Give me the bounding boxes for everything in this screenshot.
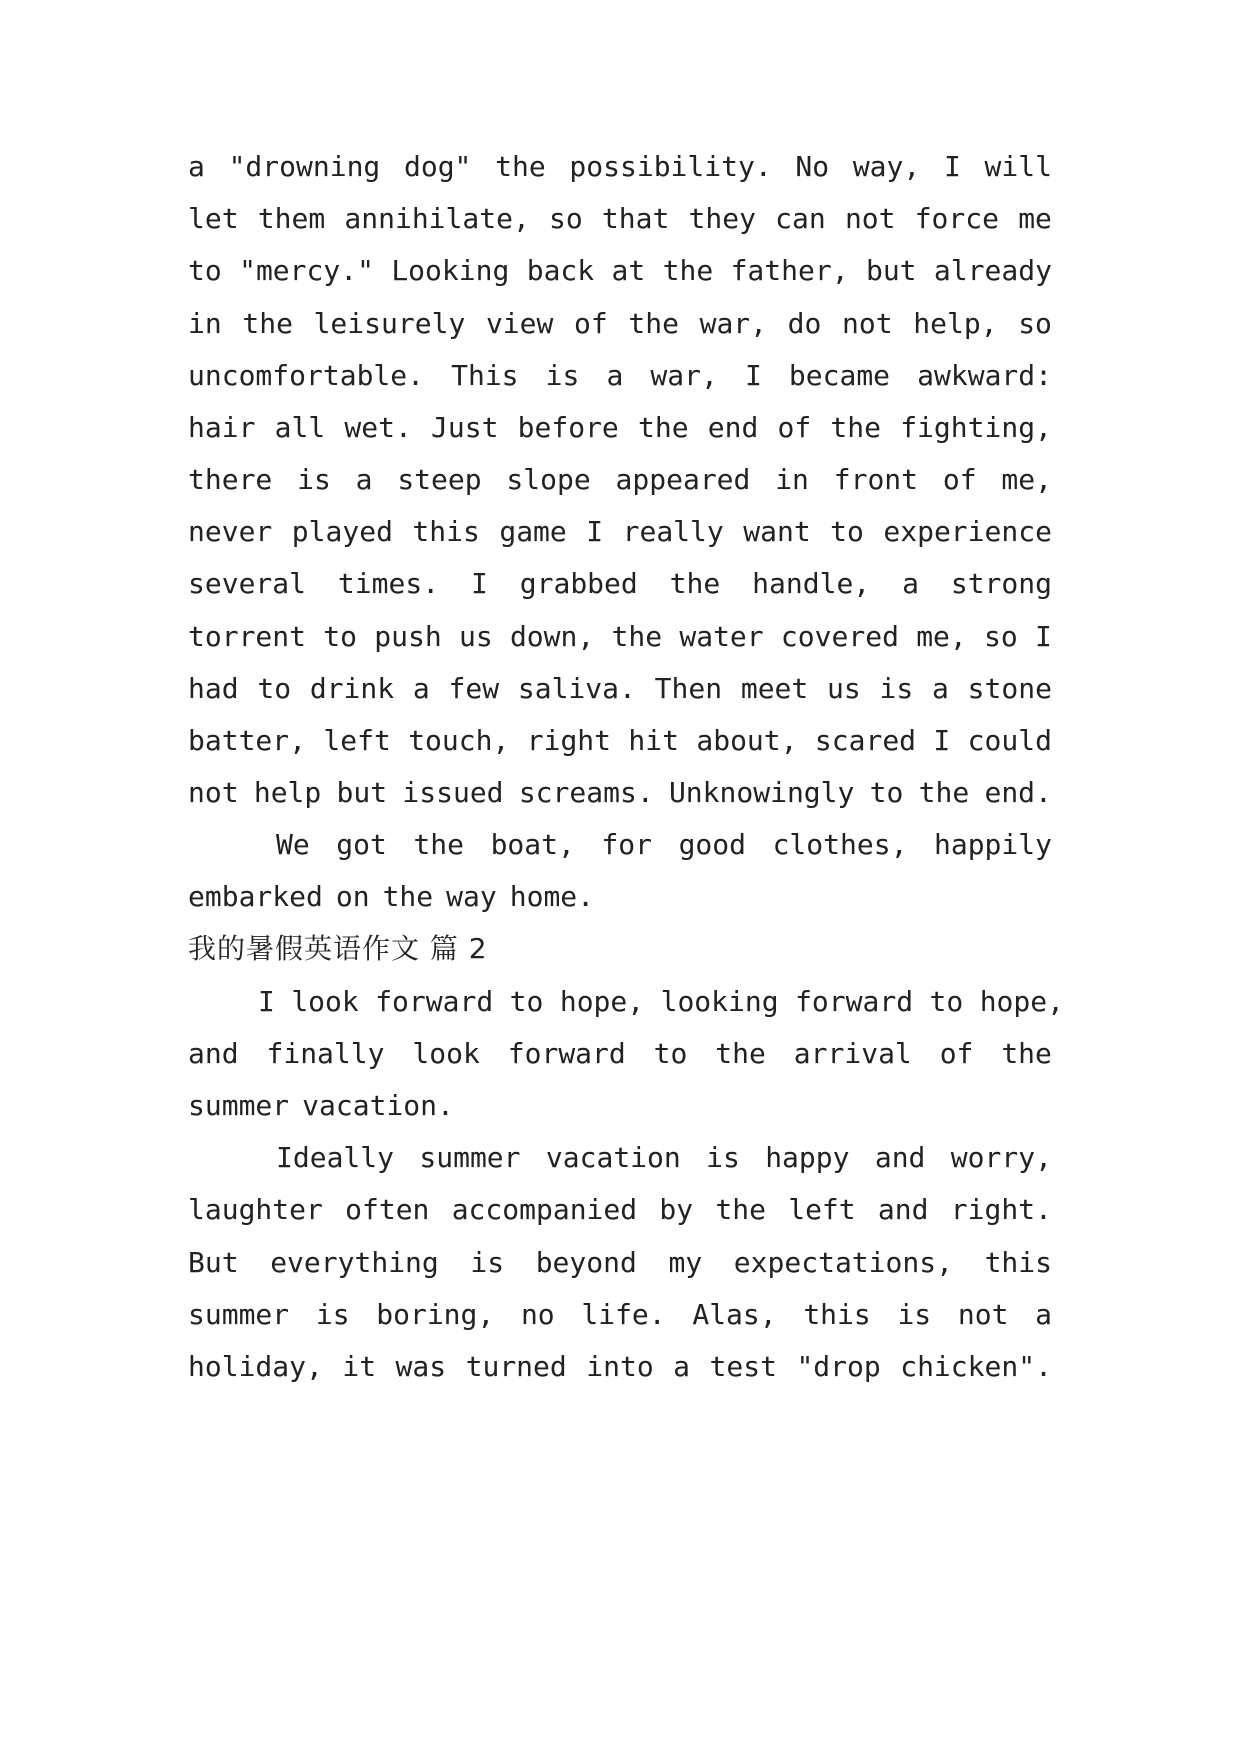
word: I: [943, 150, 961, 183]
word: But: [188, 1246, 239, 1279]
word: summer: [188, 1298, 290, 1331]
text-line: [276, 1138, 1052, 1178]
word: No: [795, 150, 830, 183]
word: vacation: [545, 1141, 681, 1174]
word: is: [706, 1141, 740, 1174]
word: slope: [506, 463, 591, 496]
word: hair: [188, 411, 256, 444]
word: back: [526, 254, 595, 287]
word: in: [188, 307, 222, 340]
word: help,: [913, 307, 998, 340]
word: expectations,: [733, 1246, 953, 1279]
word: this: [803, 1298, 871, 1331]
word: happily: [933, 828, 1052, 861]
word: dog": [403, 150, 472, 183]
word: to: [653, 1037, 688, 1070]
word: it: [342, 1350, 377, 1383]
word: Looking: [391, 254, 510, 287]
word: I: [258, 985, 275, 1018]
word: view: [485, 307, 554, 340]
word: clothes,: [772, 828, 908, 861]
word: to: [869, 776, 904, 809]
word: push: [374, 620, 442, 653]
word: is: [545, 359, 580, 392]
word: into: [586, 1350, 654, 1383]
word: on: [335, 880, 370, 913]
word: appeared: [615, 463, 751, 496]
word: accompanied: [451, 1193, 638, 1226]
word: us: [458, 620, 493, 653]
word: embarked: [188, 880, 323, 913]
word: meet: [740, 672, 809, 705]
word: awkward:: [917, 359, 1052, 392]
text-line: [188, 1034, 1052, 1074]
word: force: [914, 202, 999, 235]
word: in: [775, 463, 809, 496]
section-heading: 我的暑假英语作文 篇 2: [188, 932, 488, 965]
word: to: [509, 985, 544, 1018]
word: hit: [628, 724, 679, 757]
word: a: [902, 567, 919, 600]
word: me: [1018, 202, 1052, 235]
word: war,: [699, 307, 768, 340]
text-line: [188, 199, 1052, 239]
word: arrival: [793, 1037, 912, 1070]
word: worry,: [950, 1141, 1052, 1174]
word: holiday,: [188, 1350, 323, 1383]
word: annihilate,: [344, 202, 530, 235]
word: so: [549, 202, 583, 235]
text-line: [188, 408, 1052, 448]
word: a: [606, 359, 624, 392]
word: life.: [581, 1298, 666, 1331]
word: already: [933, 254, 1052, 287]
text-line: [276, 825, 1052, 865]
word: fighting,: [900, 411, 1052, 444]
word: Alas,: [692, 1298, 777, 1331]
word: do: [787, 307, 822, 340]
word: "drop: [796, 1350, 881, 1383]
word: war,: [650, 359, 718, 392]
word: end.: [984, 776, 1052, 809]
word: boring,: [376, 1298, 495, 1331]
word: steep: [397, 463, 482, 496]
word: forward: [507, 1037, 626, 1070]
word: few: [448, 672, 500, 705]
word: boat,: [490, 828, 575, 861]
text-line: [188, 356, 1052, 396]
word: Unknowingly: [668, 776, 855, 809]
word: right.: [950, 1193, 1052, 1226]
word: uncomfortable.: [188, 359, 425, 392]
word: could: [967, 724, 1052, 757]
word: to: [323, 620, 357, 653]
word: played: [291, 515, 393, 548]
text-line: [188, 460, 1052, 500]
word: hope,: [559, 985, 645, 1018]
word: a: [932, 672, 949, 705]
word: not: [844, 202, 896, 235]
word: never: [188, 515, 273, 548]
word: torrent: [188, 620, 307, 653]
word: Just: [431, 411, 499, 444]
text-line: [188, 617, 1052, 657]
word: left: [788, 1193, 856, 1226]
word: of: [777, 411, 812, 444]
word: right: [526, 724, 612, 757]
word: leisurely: [313, 307, 466, 340]
word: a: [1035, 1298, 1052, 1331]
word: beyond: [535, 1246, 637, 1279]
word: I: [586, 515, 604, 548]
word: several: [188, 567, 307, 600]
word: handle,: [752, 567, 871, 600]
word: to: [257, 672, 292, 705]
word: experience: [883, 515, 1052, 548]
word: and: [188, 1037, 239, 1070]
word: had: [188, 672, 239, 705]
word: good: [678, 828, 746, 861]
word: summer: [188, 1089, 290, 1122]
word: issued: [402, 776, 504, 809]
word: help: [253, 776, 322, 809]
word: before: [517, 411, 619, 444]
word: a: [355, 463, 373, 496]
word: Ideally: [276, 1141, 395, 1174]
word: times.: [337, 567, 440, 600]
word: is: [897, 1298, 932, 1331]
word: turned: [465, 1350, 567, 1383]
word: touch,: [408, 724, 510, 757]
word: saliva.: [517, 672, 636, 705]
word: a: [673, 1350, 691, 1383]
word: of: [574, 307, 608, 340]
word: the: [242, 307, 293, 340]
word: let: [188, 202, 239, 235]
word: I: [1035, 620, 1052, 653]
word: laughter: [188, 1193, 323, 1226]
text-line: [188, 1295, 1052, 1335]
word: test: [709, 1350, 777, 1383]
word: of: [939, 1037, 974, 1070]
word: the: [830, 411, 881, 444]
text-line: [188, 669, 1052, 709]
word: really: [622, 515, 724, 548]
word: the: [628, 307, 679, 340]
text-line: [258, 982, 1064, 1022]
word: not: [957, 1298, 1009, 1331]
word: but: [865, 254, 917, 287]
word: to: [830, 515, 864, 548]
word: us: [827, 672, 861, 705]
word: I: [744, 359, 762, 392]
text-line: [188, 564, 1052, 604]
word: stone: [967, 672, 1052, 705]
word: a: [188, 150, 205, 183]
word: the: [715, 1037, 766, 1070]
word: way: [446, 880, 497, 913]
word: water: [679, 620, 764, 653]
word: can: [775, 202, 826, 235]
word: forward: [795, 985, 914, 1018]
word: screams.: [518, 776, 654, 809]
word: no: [520, 1298, 555, 1331]
word: me,: [1001, 463, 1052, 496]
text-line: [188, 877, 1052, 917]
word: and: [877, 1193, 929, 1226]
word: front: [833, 463, 919, 496]
word: down,: [509, 620, 595, 653]
word: left: [323, 724, 391, 757]
word: is: [470, 1246, 505, 1279]
word: often: [345, 1193, 430, 1226]
word: end: [707, 411, 759, 444]
word: father,: [730, 254, 849, 287]
word: so: [1018, 307, 1052, 340]
word: they: [688, 202, 756, 235]
word: game: [499, 515, 567, 548]
word: way,: [852, 150, 921, 183]
word: the: [715, 1193, 766, 1226]
word: to: [188, 254, 222, 287]
word: of: [942, 463, 977, 496]
word: there: [188, 463, 273, 496]
word: the: [662, 254, 714, 287]
word: want: [743, 515, 811, 548]
word: about,: [696, 724, 798, 757]
word: is: [297, 463, 331, 496]
word: the: [611, 620, 663, 653]
word: but: [336, 776, 388, 809]
text-line: [188, 773, 1052, 813]
word: I: [933, 724, 951, 757]
text-line: [188, 1190, 1052, 1230]
text-line: [188, 304, 1052, 344]
word: my: [668, 1246, 703, 1279]
word: the: [637, 411, 689, 444]
word: not: [188, 776, 239, 809]
word: will: [984, 150, 1052, 183]
word: covered: [780, 620, 899, 653]
word: happy: [765, 1141, 850, 1174]
text-line: [188, 1243, 1052, 1283]
word: hope,: [979, 985, 1064, 1018]
text-line: [188, 1086, 1052, 1126]
word: this: [984, 1246, 1052, 1279]
word: forward: [375, 985, 494, 1018]
word: finally: [266, 1037, 385, 1070]
word: the: [495, 150, 546, 183]
word: home.: [509, 880, 595, 913]
word: This: [451, 359, 519, 392]
word: was: [395, 1350, 447, 1383]
word: by: [659, 1193, 694, 1226]
word: a: [412, 672, 430, 705]
word: wet.: [344, 411, 412, 444]
word: Then: [654, 672, 723, 705]
word: "drowning: [228, 150, 381, 183]
word: look: [412, 1037, 480, 1070]
word: chicken".: [900, 1350, 1052, 1383]
word: everything: [270, 1246, 439, 1279]
word: "mercy.": [239, 254, 374, 287]
word: summer: [419, 1141, 521, 1174]
word: for: [601, 828, 652, 861]
word: looking: [660, 985, 779, 1018]
word: the: [669, 567, 721, 600]
word: became: [788, 359, 891, 392]
text-line: [188, 251, 1052, 291]
word: strong: [950, 567, 1052, 600]
word: at: [611, 254, 646, 287]
word: the: [413, 828, 464, 861]
word: is: [879, 672, 914, 705]
word: got: [336, 828, 387, 861]
word: and: [874, 1141, 926, 1174]
word: vacation.: [302, 1089, 454, 1122]
word: this: [412, 515, 480, 548]
word: me,: [916, 620, 967, 653]
word: is: [315, 1298, 350, 1331]
word: them: [257, 202, 326, 235]
word: so: [984, 620, 1018, 653]
word: grabbed: [519, 567, 638, 600]
word: all: [274, 411, 326, 444]
word: look: [291, 985, 359, 1018]
word: the: [918, 776, 970, 809]
word: the: [382, 880, 434, 913]
text-line: [188, 721, 1052, 761]
text-line: [188, 1347, 1052, 1387]
word: I: [470, 567, 488, 600]
text-line: [188, 147, 1052, 187]
word: We: [276, 828, 310, 861]
word: drink: [309, 672, 395, 705]
word: that: [601, 202, 670, 235]
word: possibility.: [569, 150, 772, 183]
word: scared: [814, 724, 917, 757]
text-line: [188, 512, 1052, 552]
word: not: [842, 307, 893, 340]
word: batter,: [188, 724, 307, 757]
word: to: [929, 985, 964, 1018]
word: the: [1001, 1037, 1052, 1070]
